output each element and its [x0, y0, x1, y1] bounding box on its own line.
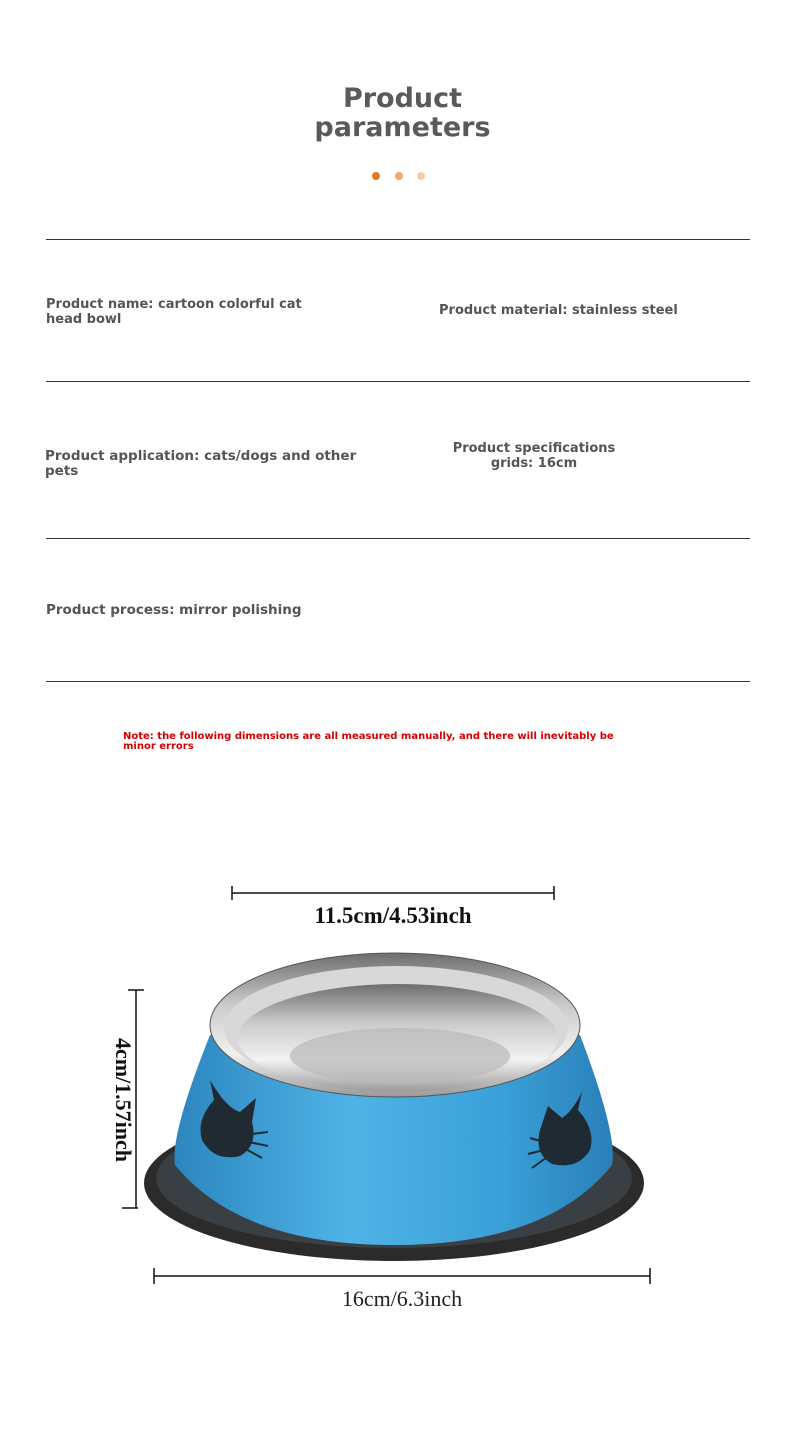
- bowl-dimension-diagram: [0, 860, 790, 1340]
- measurement-note: Note: the following dimensions are all measured manually, and there will inevitably be minor errors: [123, 731, 614, 752]
- top-dimension-line: [232, 886, 554, 900]
- param-product-process: Product process: mirror polishing: [46, 602, 302, 618]
- top-diameter-label: 11.5cm/4.53inch: [314, 903, 472, 928]
- page-title: [270, 84, 535, 142]
- dot-dark: [372, 172, 380, 180]
- bottom-diameter-label: 16cm/6.3inch: [341, 1286, 463, 1311]
- dot-medium: [395, 172, 403, 180]
- divider-3: [46, 538, 750, 539]
- param-product-application: Product application: cats/dogs and other pets: [45, 448, 357, 479]
- height-label: 4cm/1.57inch: [111, 1037, 136, 1163]
- decorative-dots: [370, 172, 430, 182]
- bowl-graphic: [144, 953, 644, 1261]
- divider-1: [46, 239, 750, 240]
- divider-4: [46, 681, 750, 682]
- dot-light: [417, 172, 425, 180]
- param-product-material: Product material: stainless steel: [439, 303, 678, 318]
- param-product-specifications: Product specifications grids: 16cm: [452, 441, 616, 471]
- bowl-illustration: [0, 860, 790, 1340]
- bottom-dimension-line: [154, 1268, 650, 1284]
- param-product-name: Product name: cartoon colorful cat head bowl: [46, 297, 302, 327]
- divider-2: [46, 381, 750, 382]
- title-line-1: Product: [342, 83, 463, 114]
- title-line-2: parameters: [314, 112, 491, 143]
